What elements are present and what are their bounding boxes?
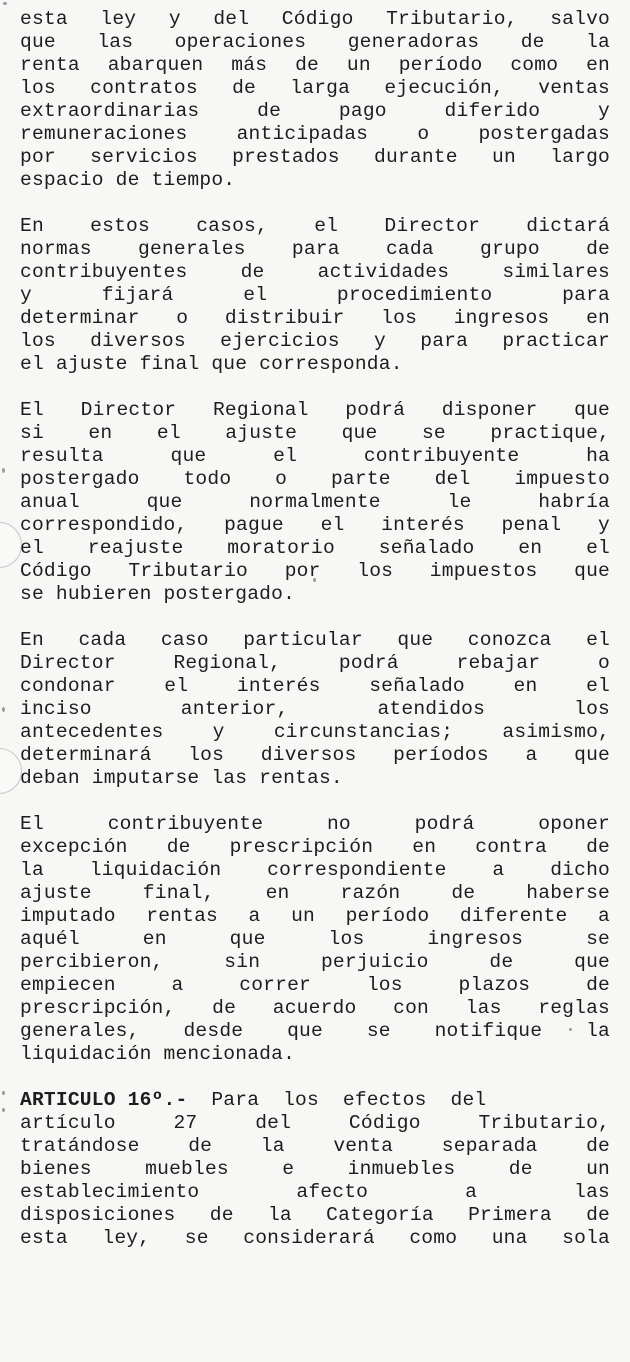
paragraph-5 [20,813,610,1066]
scan-speck [2,468,5,473]
text-line: normas generales para cada grupo de [20,238,610,260]
text-line: el reajuste moratorio señalado en el [20,537,610,559]
text-line: Director Regional, podrá rebajar o [20,652,610,674]
text-line: la liquidación correspondiente a dicho [20,859,610,881]
paragraph-3 [20,399,610,606]
text-line: tratándose de la venta separada de [20,1135,610,1157]
text-line: determinar o distribuir los ingresos en [20,307,610,329]
text-line: percibieron, sin perjuicio de que [20,951,610,973]
text-line: condonar el interés señalado en el [20,675,610,697]
scan-speck [2,1091,5,1095]
paragraph-2 [20,215,610,376]
text-line: que las operaciones generadoras de la [20,31,610,53]
text-line: antecedentes y circunstancias; asimismo, [20,721,610,743]
text-line: disposiciones de la Categoría Primera de [20,1204,610,1226]
text-line: prescripción, de acuerdo con las reglas [20,997,610,1019]
text-line: postergado todo o parte del impuesto [20,468,610,490]
text-line: bienes muebles e inmuebles de un [20,1158,610,1180]
scan-speck [2,707,5,712]
text-line: excepción de prescripción en contra de [20,836,610,858]
text-line: extraordinarias de pago diferido y [20,100,610,122]
text-line: El contribuyente no podrá oponer [20,813,610,835]
paragraph-1 [20,8,610,192]
paragraph-4 [20,629,610,790]
text-line [20,1089,610,1112]
text-line: y fijará el procedimiento para [20,284,610,306]
text-line: por servicios prestados durante un largo [20,146,610,168]
text-line: el ajuste final que corresponda. [20,353,403,375]
text-line: El Director Regional podrá disponer que [20,399,610,421]
text-line: empiecen a correr los plazos de [20,974,610,996]
text-line: los contratos de larga ejecución, ventas [20,77,610,99]
text-line: determinará los diversos períodos a que [20,744,610,766]
text-line: ajuste final, en razón de haberse [20,882,610,904]
document-body [20,8,610,1273]
text-line: esta ley, se considerará como una sola [20,1227,610,1249]
text-line: generales, desde que se notifique la [20,1020,610,1042]
text-line: se hubieren postergado. [20,583,296,605]
text-line: imputado rentas a un período diferente a [20,905,610,927]
text-line: contribuyentes de actividades similares [20,261,610,283]
article-16-paragraph [20,1089,610,1250]
article-heading: ARTICULO 16º.- [20,1089,188,1111]
text-line: inciso anterior, atendidos los [20,698,610,720]
text-line: establecimiento afecto a las [20,1181,610,1203]
text-line: liquidación mencionada. [20,1043,296,1065]
text-line: si en el ajuste que se practique, [20,422,610,444]
text-line: remuneraciones anticipadas o postergadas [20,123,610,145]
scan-speck [3,2,7,5]
text-line: los diversos ejercicios y para practicar [20,330,610,352]
scan-speck [2,1108,5,1112]
text-line: correspondido, pague el interés penal y [20,514,610,536]
punch-hole-mark [0,748,22,794]
text-line: resulta que el contribuyente ha [20,445,610,467]
punch-hole-mark [0,522,22,568]
text-line: En cada caso particular que conozca el [20,629,610,651]
text-line: esta ley y del Código Tributario, salvo [20,8,610,30]
text-line: Código Tributario por los impuestos que [20,560,610,582]
text-line: anual que normalmente le habría [20,491,610,513]
text-line: espacio de tiempo. [20,169,236,191]
text-line: artículo 27 del Código Tributario, [20,1112,610,1134]
text-line: aquél en que los ingresos se [20,928,610,950]
text-line: deban imputarse las rentas. [20,767,343,789]
text-line: En estos casos, el Director dictará [20,215,610,237]
text-fragment: Para los efectos del [187,1089,487,1111]
text-line: renta abarquen más de un período como en [20,54,610,76]
